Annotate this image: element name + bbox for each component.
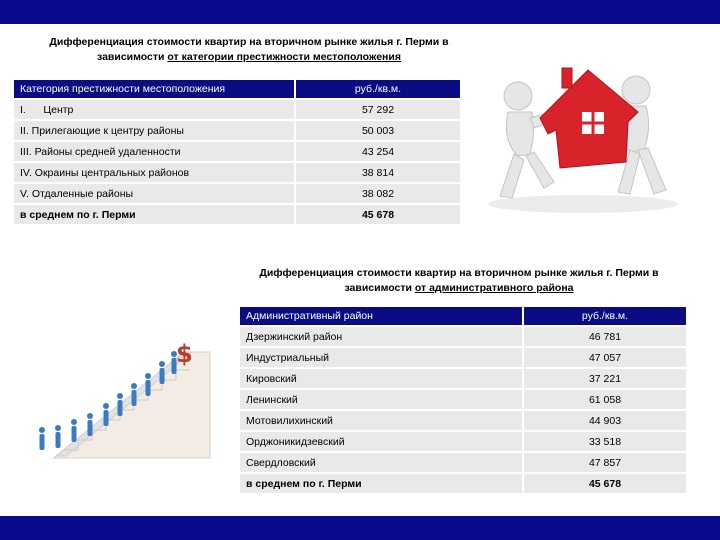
table1-title-line1: Дифференциация стоимости квартир на вторичном рынке жилья г. Перми в [49, 36, 449, 48]
table2-value: 61 058 [524, 390, 686, 409]
table1-value: 38 814 [296, 163, 460, 182]
table1-label: в среднем по г. Перми [14, 205, 296, 224]
table-row-average [14, 205, 460, 224]
table2-label: Орджоникидзевский [240, 432, 524, 451]
table1-value: 38 082 [296, 184, 460, 203]
table2-value: 47 857 [524, 453, 686, 472]
left-figure-icon [500, 82, 558, 198]
table2-title-line1: Дифференциация стоимости квартир на вторичном рынке жилья г. Перми в [259, 267, 659, 279]
table2-value: 44 903 [524, 411, 686, 430]
dollar-sign-icon: $ [176, 340, 193, 368]
table2-value: 46 781 [524, 327, 686, 346]
table-row [240, 369, 686, 388]
table1-title-line2: зависимости от категории престижности местоположения [97, 51, 401, 63]
table2-label: Дзержинский район [240, 327, 524, 346]
table1-label: III. Районы средней удаленности [14, 142, 296, 161]
table1-value: 45 678 [296, 205, 460, 224]
table-row [14, 121, 460, 140]
table2-title-line2: зависимости от административного района [344, 282, 574, 294]
table2-label: Мотовилихинский [240, 411, 524, 430]
red-house-icon [540, 68, 638, 168]
table1-value: 50 003 [296, 121, 460, 140]
table1-label: I. Центр [14, 100, 296, 119]
table2-label: в среднем по г. Перми [240, 474, 524, 493]
bottom-band [0, 516, 720, 540]
table1-value: 57 292 [296, 100, 460, 119]
table-row-average [240, 474, 686, 493]
table2-title [224, 266, 694, 296]
table2-header-district: Административный район [240, 307, 524, 325]
table2-admin-district [240, 305, 686, 495]
table-row [240, 327, 686, 346]
table-row [14, 184, 460, 203]
table-row [240, 411, 686, 430]
table-row [240, 432, 686, 451]
table-row [240, 453, 686, 472]
table1-header-category: Категория престижности местоположения [14, 80, 296, 98]
table-row [240, 390, 686, 409]
table1-value: 43 254 [296, 142, 460, 161]
table1-label: IV. Окраины центральных районов [14, 163, 296, 182]
table1-location-prestige [14, 78, 460, 226]
table2-label: Индустриальный [240, 348, 524, 367]
table2-header-row [240, 307, 686, 325]
house-carrying-illustration [478, 56, 688, 216]
top-band [0, 0, 720, 24]
house-window-icon [582, 112, 604, 134]
table2-value: 47 057 [524, 348, 686, 367]
table1-header-row [14, 80, 460, 98]
table2-value: 33 518 [524, 432, 686, 451]
table2-value: 45 678 [524, 474, 686, 493]
table-row [14, 142, 460, 161]
table1-header-price: руб./кв.м. [296, 80, 460, 98]
table2-label: Кировский [240, 369, 524, 388]
table-row [14, 163, 460, 182]
table2-value: 37 221 [524, 369, 686, 388]
table-row [240, 348, 686, 367]
table1-label: V. Отдаленные районы [14, 184, 296, 203]
table2-header-price: руб./кв.м. [524, 307, 686, 325]
table2-label: Ленинский [240, 390, 524, 409]
stairs-illustration [34, 330, 230, 465]
table1-title [14, 35, 484, 65]
table1-label: II. Прилегающие к центру районы [14, 121, 296, 140]
table2-label: Свердловский [240, 453, 524, 472]
table-row [14, 100, 460, 119]
